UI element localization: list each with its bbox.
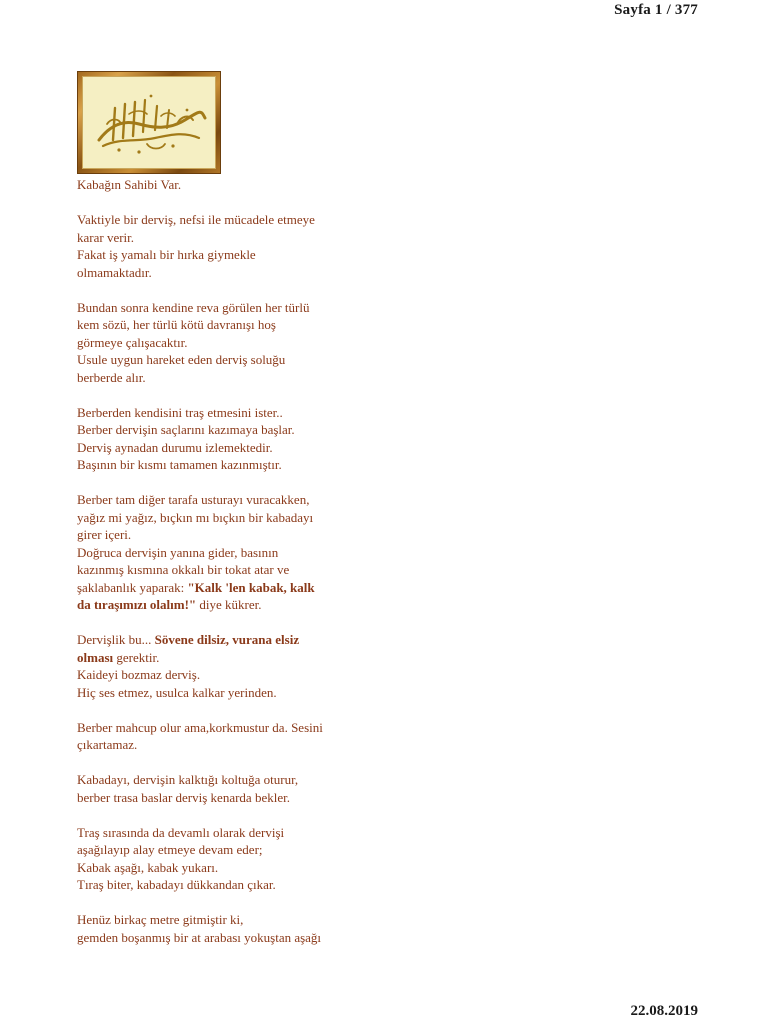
text-line: yağız mi yağız, bıçkın mı bıçkın bir kabadayı xyxy=(77,509,314,525)
paragraph-5 xyxy=(77,631,397,701)
paragraph-4 xyxy=(77,491,397,614)
emphasis-bold: Sövene dilsiz, vurana elsiz xyxy=(154,632,300,647)
text-line: kem sözü, her türlü kötü davranışı hoş xyxy=(77,317,276,332)
text-line-mixed xyxy=(77,596,397,614)
paragraph-3 xyxy=(77,404,397,474)
article-body xyxy=(77,176,397,964)
text-line: Başının bir kısmı tamamen kazınmıştır. xyxy=(77,457,282,472)
text-line: Kabak aşağı, kabak yukarı. xyxy=(77,859,219,875)
text-line-mixed xyxy=(77,631,397,649)
text-line: berber trasa baslar derviş kenarda bekler. xyxy=(77,789,290,805)
text-line: Bundan sonra kendine reva görülen her türlü xyxy=(77,299,310,315)
text-line: aşağılayıp alay etmeye devam eder; xyxy=(77,842,263,857)
text-plain: diye kükrer. xyxy=(196,597,262,612)
text-line: Doğruca dervişin yanına gider, basının xyxy=(77,544,279,560)
text-line: gemden boşanmış bir at arabası yokuştan aşağı xyxy=(77,929,322,945)
quote-bold: da tıraşımızı olalım!" xyxy=(77,597,197,612)
text-line-mixed xyxy=(77,649,397,667)
text-line: Traş sırasında da devamlı olarak dervişi xyxy=(77,824,285,840)
text-line: Henüz birkaç metre gitmiştir ki, xyxy=(77,912,244,927)
text-line: Hiç ses etmez, usulca kalkar yerinden. xyxy=(77,684,277,700)
basmala-calligraphy-icon xyxy=(85,80,213,166)
text-line: Berber dervişin saçlarını kazımaya başlar. xyxy=(77,422,295,437)
paragraph-9 xyxy=(77,911,397,946)
text-line: Vaktiyle bir derviş, nefsi ile mücadele etmeye xyxy=(77,212,315,227)
print-date: 22.08.2019 xyxy=(630,1003,698,1019)
paragraph-7 xyxy=(77,771,397,806)
article-title: Kabağın Sahibi Var. xyxy=(77,177,182,192)
text-line: girer içeri. xyxy=(77,527,132,542)
text-line: görmeye çalışacaktır. xyxy=(77,334,188,350)
text-line: Berber tam diğer tarafa usturayı vuracakken, xyxy=(77,492,310,507)
text-plain: Dervişlik bu... xyxy=(77,632,155,647)
paragraph-6 xyxy=(77,719,397,754)
page-number: Sayfa 1 / 377 xyxy=(614,2,698,18)
text-line: Tıraş biter, kabadayı dükkandan çıkar. xyxy=(77,877,276,892)
article-title-block xyxy=(77,176,397,194)
calligraphy-image-frame xyxy=(77,71,221,174)
paragraph-2 xyxy=(77,299,397,387)
text-line: kazınmış kısmına okkalı bir tokat atar ve xyxy=(77,562,290,577)
text-line: Fakat iş yamalı bir hırka giymekle xyxy=(77,247,256,262)
text-line: karar verir. xyxy=(77,229,135,245)
text-line: Berberden kendisini traş etmesini ister.. xyxy=(77,404,283,420)
text-line: Kaideyi bozmaz derviş. xyxy=(77,667,201,682)
text-line: Usule uygun hareket eden derviş soluğu xyxy=(77,352,286,367)
quote-bold: "Kalk 'len kabak, kalk xyxy=(187,579,315,595)
text-plain: gerektir. xyxy=(113,649,160,665)
emphasis-bold: olması xyxy=(77,649,114,665)
text-line-mixed xyxy=(77,579,397,597)
text-line: Derviş aynadan durumu izlemektedir. xyxy=(77,439,273,455)
calligraphy-image-panel xyxy=(82,76,216,169)
text-plain: şaklabanlık yaparak: xyxy=(77,579,188,595)
paragraph-8 xyxy=(77,824,397,894)
text-line: berberde alır. xyxy=(77,369,146,385)
text-line: olmamaktadır. xyxy=(77,264,152,280)
paragraph-1 xyxy=(77,211,397,281)
text-line: Kabadayı, dervişin kalktığı koltuğa oturur, xyxy=(77,772,299,787)
text-line: çıkartamaz. xyxy=(77,737,138,752)
text-line: Berber mahcup olur ama,korkmustur da. Sesini xyxy=(77,719,323,735)
